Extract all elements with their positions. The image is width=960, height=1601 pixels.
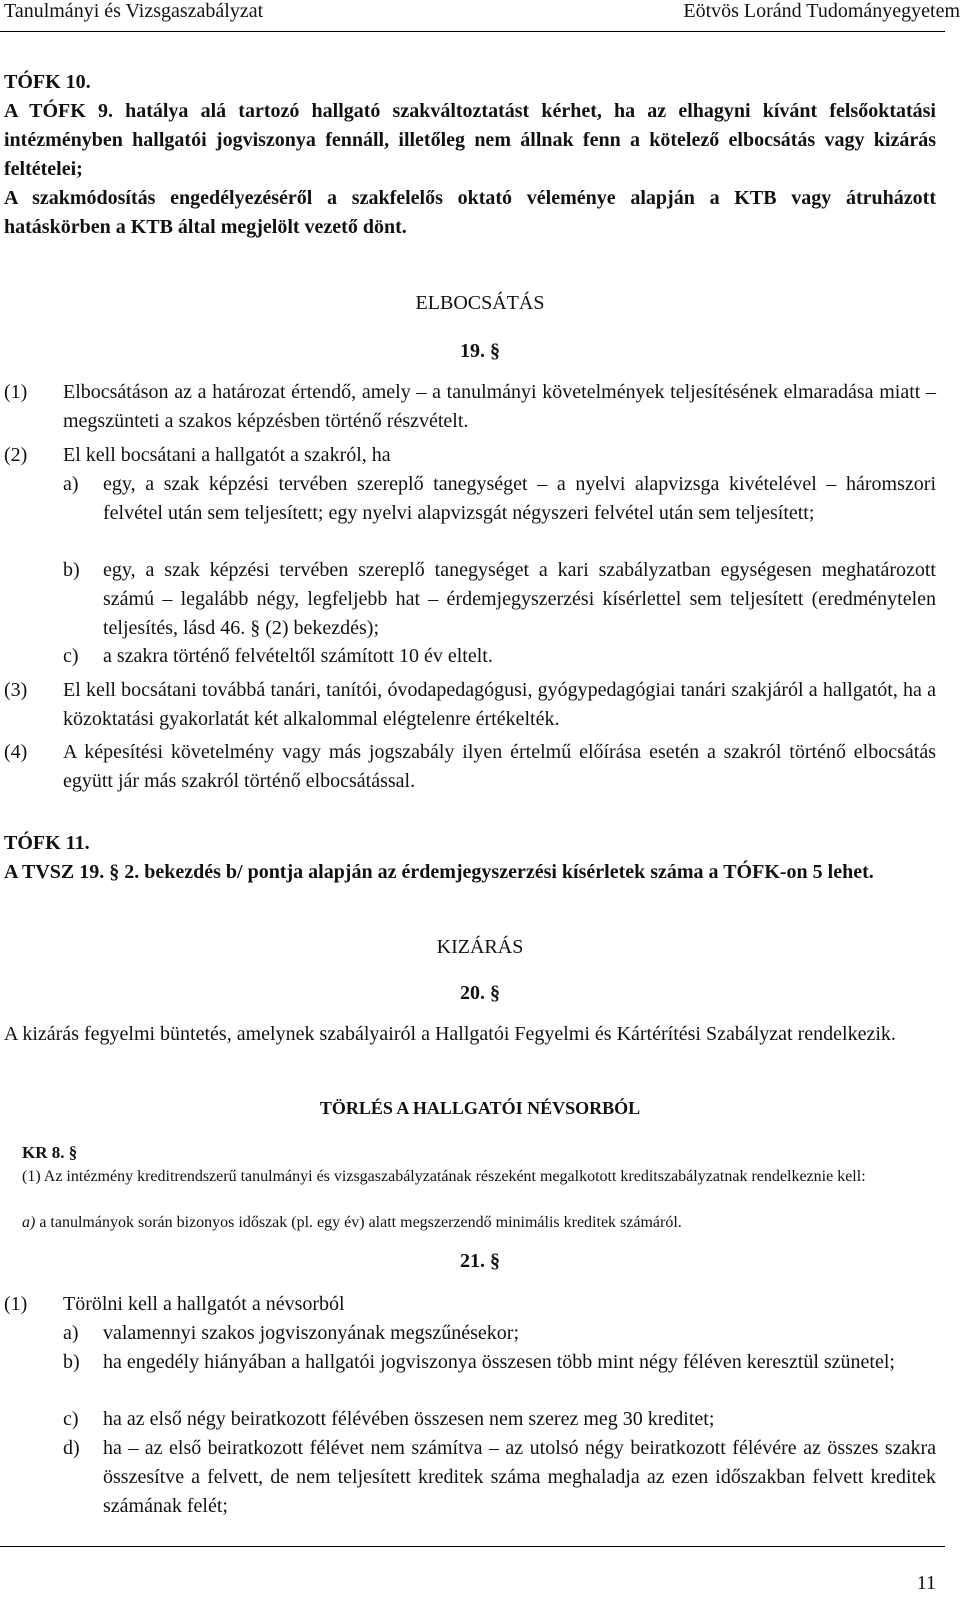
paragraph-number: (2) xyxy=(4,444,28,466)
point-19-2-c xyxy=(63,642,936,671)
point-21-1-b xyxy=(63,1348,936,1377)
tofk10-heading: TÓFK 10. xyxy=(4,71,91,93)
point-text: egy, a szak képzési tervében szereplő tanegységet a kari szabályzatban egységesen meghatározott számú – legalább négy, legfeljebb hat – érdemjegyszerzési kísérlettel sem teljesített (eredménytelen teljesítés, lásd 46. § (2) bekezdés); xyxy=(103,559,936,639)
paragraph-text: Törölni kell a hallgatót a névsorból xyxy=(63,1293,345,1315)
paragraph-number: (1) xyxy=(4,381,28,403)
page-number: 11 xyxy=(916,1572,936,1594)
paragraph-number: (4) xyxy=(4,741,28,763)
section-number-21: 21. § xyxy=(460,1250,500,1272)
tofk11-text: A TVSZ 19. § 2. bekezdés b/ pontja alapján az érdemjegyszerzési kísérletek száma a TÓFK-on 5 lehet. xyxy=(4,861,874,883)
point-letter: a) xyxy=(63,1322,79,1344)
kr-point-letter: a) xyxy=(22,1214,36,1231)
point-19-2-b xyxy=(63,556,936,643)
paragraph-19-3 xyxy=(4,676,936,734)
paragraph-text: El kell bocsátani a hallgatót a szakról, ha xyxy=(63,444,391,466)
tofk10-text-1: A TÓFK 9. hatálya alá tartozó hallgató szakváltoztatást kérhet, ha az elhagyni kívánt felsőoktatási intézményben hallgatói jogviszonya fennáll, illetőleg nem állnak fenn a kötelező elbocsátás vagy kizárás feltételei; xyxy=(4,100,936,180)
point-21-1-d xyxy=(63,1434,936,1521)
paragraph-19-1 xyxy=(4,378,936,436)
point-21-1-a xyxy=(63,1319,936,1348)
section-title-torles: TÖRLÉS A HALLGATÓI NÉVSORBÓL xyxy=(319,1098,641,1118)
point-text: egy, a szak képzési tervében szereplő tanegységet – a nyelvi alapvizsga kivételével – háromszori felvétel után sem teljesített; egy nyelvi alapvizsgát négyszeri felvétel után sem teljesített; xyxy=(103,473,936,524)
paragraph-21-1 xyxy=(4,1290,936,1319)
kr-point-text: a tanulmányok során bizonyos időszak (pl. egy év) alatt megszerzendő minimális kreditek számáról. xyxy=(35,1214,682,1231)
page-header xyxy=(0,0,960,30)
section-number-19: 19. § xyxy=(460,340,500,362)
paragraph-text: A képesítési követelmény vagy más jogszabály ilyen értelmű előírása esetén a szakról történő elbocsátás együtt jár más szakról történő elbocsátással. xyxy=(63,741,936,792)
paragraph-text: El kell bocsátani továbbá tanári, tanítói, óvodapedagógusi, gyógypedagógiai tanári szakjáról a hallgatót, ha a közoktatási gyakorlatát két alkalommal elégtelenre értékelték. xyxy=(63,679,936,730)
section-title-kizaras: KIZÁRÁS xyxy=(436,936,524,958)
paragraph-number: (3) xyxy=(4,679,28,701)
paragraph-text: Elbocsátáson az a határozat értendő, amely – a tanulmányi követelmények teljesítésének elmaradása miatt – megszünteti a szakos képzésben történő részvételt. xyxy=(63,381,936,432)
header-left-title: Tanulmányi és Vizsgaszabályzat xyxy=(4,0,264,22)
paragraph-19-4 xyxy=(4,738,936,796)
tofk11-heading: TÓFK 11. xyxy=(4,832,90,854)
point-text: ha engedély hiányában a hallgatói jogviszonya összesen több mint négy féléven keresztül szünetel; xyxy=(103,1351,895,1373)
point-text: valamennyi szakos jogviszonyának megszűnésekor; xyxy=(103,1322,519,1344)
section-title-elbocsatas: ELBOCSÁTÁS xyxy=(415,292,545,314)
kizaras-text: A kizárás fegyelmi büntetés, amelynek szabályairól a Hallgatói Fegyelmi és Kártérítési Szabályzat rendelkezik. xyxy=(4,1023,896,1045)
point-letter: b) xyxy=(63,559,80,581)
point-text: a szakra történő felvételtől számított 10 év eltelt. xyxy=(103,645,493,667)
point-letter: c) xyxy=(63,645,79,667)
point-letter: b) xyxy=(63,1351,80,1373)
point-text: ha – az első beiratkozott félévet nem számítva – az utolsó négy beiratkozott félévére az összes szakra összesítve a felvett, de nem teljesített kreditek száma meghaladja az ezen időszakban felvett kreditek számának felét; xyxy=(103,1437,936,1517)
paragraph-19-2 xyxy=(4,441,936,470)
tofk10-text-2: A szakmódosítás engedélyezéséről a szakfelelős oktató véleménye alapján a KTB vagy átruházott hatáskörben a KTB által megjelölt vezető dönt. xyxy=(4,187,936,238)
kr-heading: KR 8. § xyxy=(22,1143,78,1162)
header-rule xyxy=(0,31,945,32)
paragraph-number: (1) xyxy=(4,1293,28,1315)
kr-paragraph-1: (1) Az intézmény kreditrendszerű tanulmányi és vizsgaszabályzatának részeként megalkotott kreditszabályzatnak rendelkeznie kell: xyxy=(22,1168,866,1185)
point-21-1-c xyxy=(63,1405,936,1434)
footer-rule xyxy=(0,1546,945,1547)
point-letter: a) xyxy=(63,473,79,495)
point-text: ha az első négy beiratkozott félévében összesen nem szerez meg 30 kreditet; xyxy=(103,1408,715,1430)
point-19-2-a xyxy=(63,470,936,528)
kr-point-a xyxy=(22,1212,936,1234)
point-letter: d) xyxy=(63,1437,80,1459)
header-right-title: Eötvös Loránd Tudományegyetem xyxy=(683,0,960,22)
point-letter: c) xyxy=(63,1408,79,1430)
section-number-20: 20. § xyxy=(460,982,500,1004)
